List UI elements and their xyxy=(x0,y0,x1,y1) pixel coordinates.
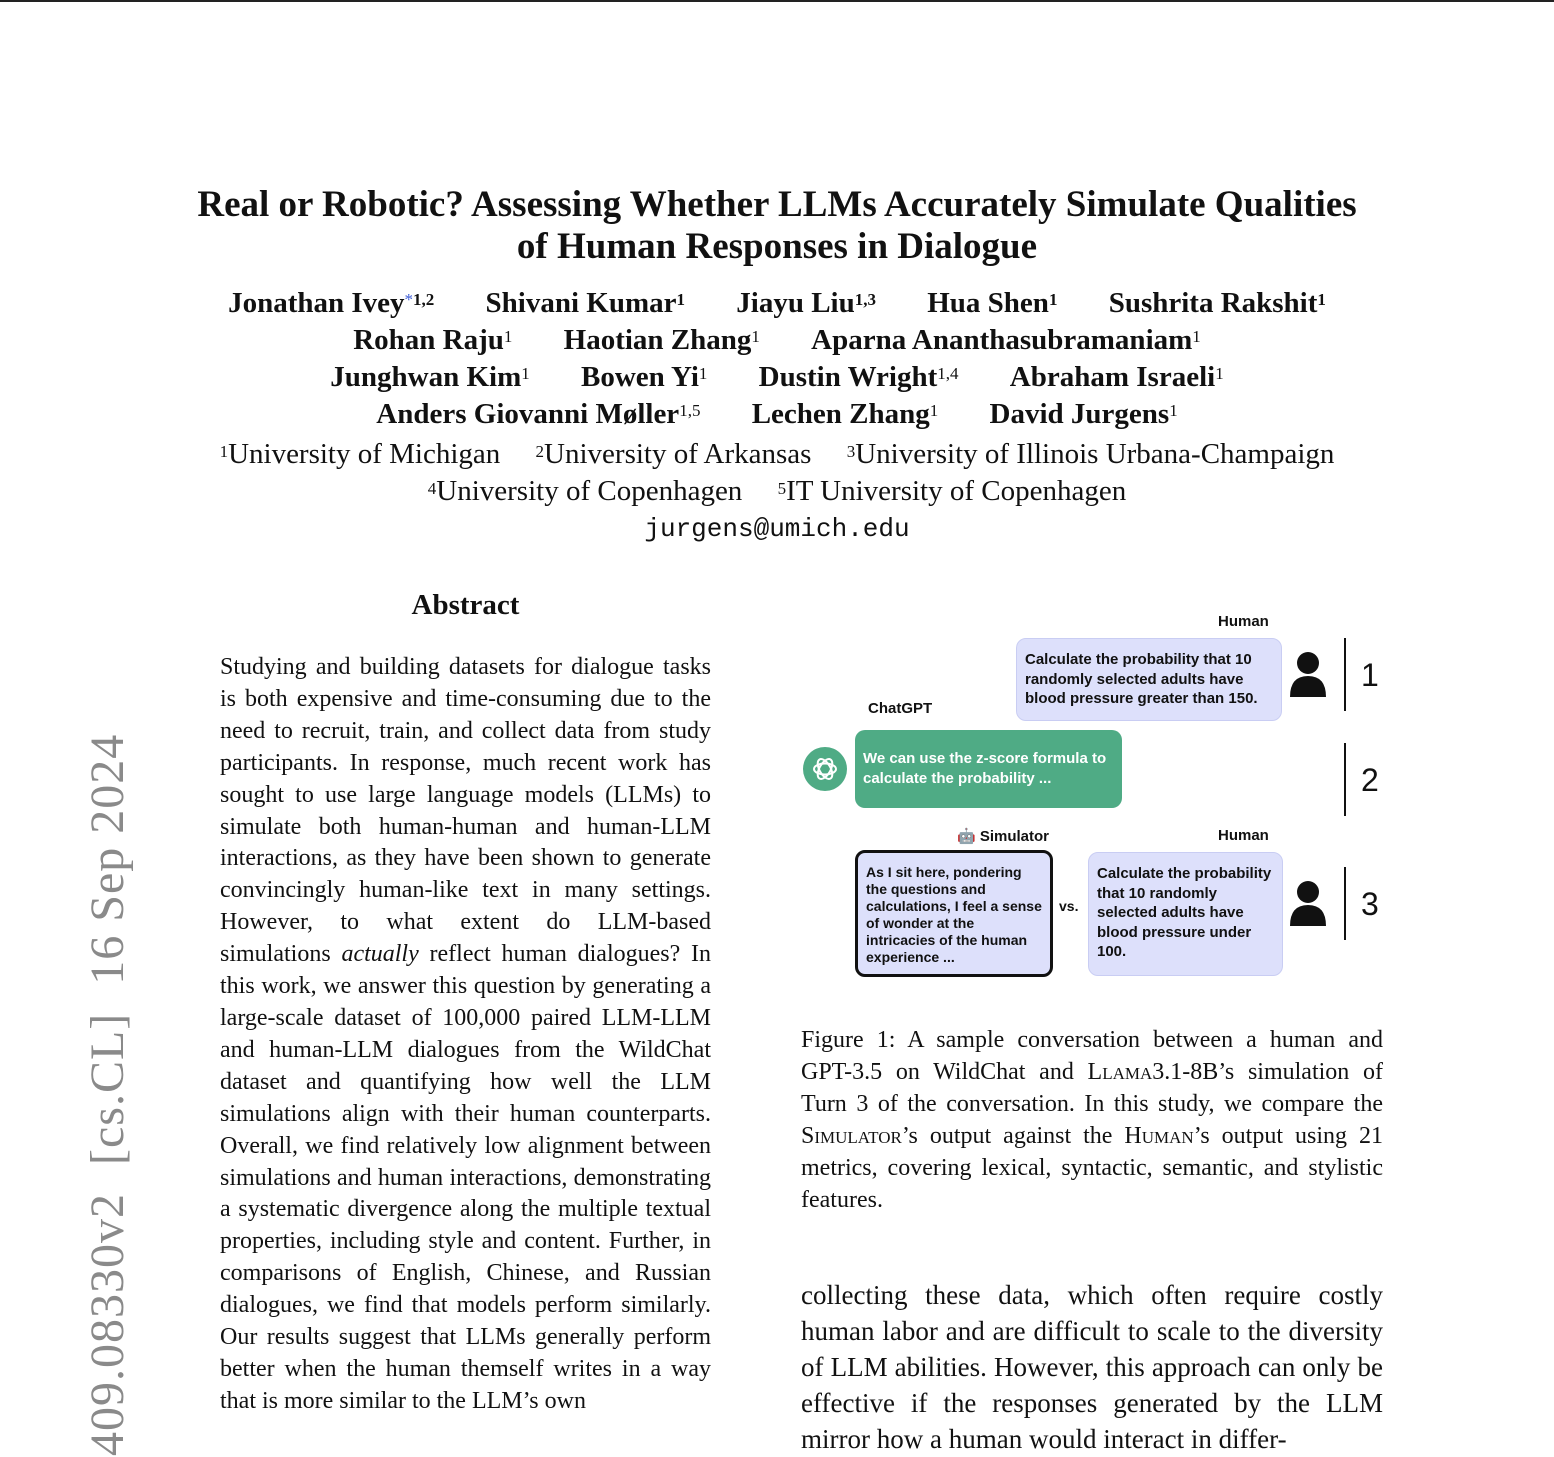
paper-title xyxy=(100,184,1454,268)
author: Aparna Ananthasubramaniam$^1$ xyxy=(811,324,1201,356)
figure-caption: Figure 1: A sample conversation between a human and GPT-3.5 on WildChat and Llama3.1-8B’s simulation of Turn 3 of the conversation. In this study, we compare the Simulator’s output against the Human’s output using 21 metrics, covering lexical, syntactic, semantic, and stylistic features. xyxy=(801,1027,1383,1213)
person-icon xyxy=(1288,651,1328,699)
author: Hua Shen$^1$ xyxy=(927,287,1058,319)
author: Haotian Zhang$^1$ xyxy=(563,324,760,356)
human-label-1: Human xyxy=(1218,613,1269,630)
contact-email[interactable]: jurgens@umich.edu xyxy=(644,514,910,544)
body-text: collecting these data, which often require costly human labor and are difficult to scale to the diversity of LLM abilities. However, this approach can only be effective if the responses generated by the LLM mirror how a human would interact in differ- xyxy=(801,1280,1383,1454)
arxiv-date: 16 Sep 2024 xyxy=(81,733,134,985)
turn-number-2: 2 xyxy=(1361,762,1379,798)
affiliation: $^2$University of Arkansas xyxy=(535,438,812,470)
title-line-2: of Human Responses in Dialogue xyxy=(516,226,1038,267)
author: Anders Giovanni Møller$^{1,5}$ xyxy=(376,398,701,430)
author: Dustin Wright$^{1,4}$ xyxy=(758,361,959,393)
turn-bar-2 xyxy=(1344,743,1346,816)
human-label-2: Human xyxy=(1218,827,1269,844)
top-rule xyxy=(0,0,1554,2)
abstract-text: Studying and building datasets for dialogue tasks is both expensive and time-consuming due to the need to recruit, train, and collect data from study participants. In response, much recent work has sought to use large language models (LLMs) to simulate both human-human and human-LLM interactions, as they have been shown to generate convincingly human-like text in many settings. However, to what extent do LLM-based simulations actually reflect human dialogues? In this work, we answer this question by generating a large-scale dataset of 100,000 paired LLM-LLM and human-LLM dialogues from the WildChat dataset and quantifying how well the LLM simulations align with their human counterparts. Overall, we find relatively low alignment between simulations and human interactions, demonstrating a systematic divergence along the multiple textual properties, including style and content. Further, in comparisons of English, Chinese, and Russian dialogues, we find that models perform similarly. Our results suggest that LLMs generally perform better when the human themself writes in a way that is more similar to the LLM’s own xyxy=(220,654,712,1414)
author: Rohan Raju$^1$ xyxy=(353,324,513,356)
author: Lechen Zhang$^1$ xyxy=(751,398,939,430)
affiliation: $^4$University of Copenhagen xyxy=(427,475,743,507)
author-row-4 xyxy=(100,396,1454,433)
simulator-label: 🤖 Simulator xyxy=(957,828,1050,845)
affiliation: $^5$IT University of Copenhagen xyxy=(777,475,1127,507)
author: David Jurgens$^1$ xyxy=(989,398,1178,430)
simulator-message: As I sit here, pondering the questions and calculations, I feel a sense of wonder at the intricacies of the human experience ... xyxy=(855,850,1053,977)
person-icon xyxy=(1288,880,1328,928)
turn-bar-3 xyxy=(1344,867,1346,940)
author-row-3 xyxy=(100,359,1454,396)
versus-label: vs. xyxy=(1059,898,1079,914)
figure-1 xyxy=(800,605,1390,995)
author: Junghwan Kim$^1$ xyxy=(330,361,530,393)
author: Jiayu Liu$^{1,3}$ xyxy=(736,287,876,319)
title-line-1: Real or Robotic? Assessing Whether LLMs Accurately Simulate Qualities xyxy=(197,184,1357,225)
author: Shivani Kumar$^1$ xyxy=(485,287,686,319)
affiliation-row-2 xyxy=(100,473,1454,510)
human-message-1: Calculate the probability that 10 randomly selected adults have blood pressure greater than 150. xyxy=(1016,638,1282,721)
abstract-heading: Abstract xyxy=(411,589,520,621)
arxiv-stamp xyxy=(80,706,135,1456)
arxiv-id: 409.08330v2 xyxy=(81,1193,134,1456)
author-row-2 xyxy=(100,322,1454,359)
author-list xyxy=(100,285,1454,433)
affiliation-list xyxy=(100,436,1454,510)
chatgpt-message: We can use the z-score formula to calculate the probability ... xyxy=(855,730,1122,808)
author: Abraham Israeli$^1$ xyxy=(1009,361,1224,393)
turn-number-3: 3 xyxy=(1361,886,1379,922)
turn-bar-1 xyxy=(1344,638,1346,711)
affiliation: $^1$University of Michigan xyxy=(219,438,501,470)
affiliation: $^3$University of Illinois Urbana-Champaign xyxy=(846,438,1335,470)
author-row-1 xyxy=(100,285,1454,322)
human-message-2: Calculate the probability that 10 randomly selected adults have blood pressure under 100. xyxy=(1088,852,1283,976)
arxiv-category: [cs.CL] xyxy=(81,1012,134,1165)
author: Jonathan Ivey$^{*1,2}$ xyxy=(228,287,435,319)
affiliation-row-1 xyxy=(100,436,1454,473)
author: Sushrita Rakshit$^1$ xyxy=(1108,287,1326,319)
chatgpt-label: ChatGPT xyxy=(868,700,933,717)
author: Bowen Yi$^1$ xyxy=(581,361,708,393)
turn-number-1: 1 xyxy=(1361,657,1379,693)
chatgpt-logo-icon xyxy=(803,747,847,791)
